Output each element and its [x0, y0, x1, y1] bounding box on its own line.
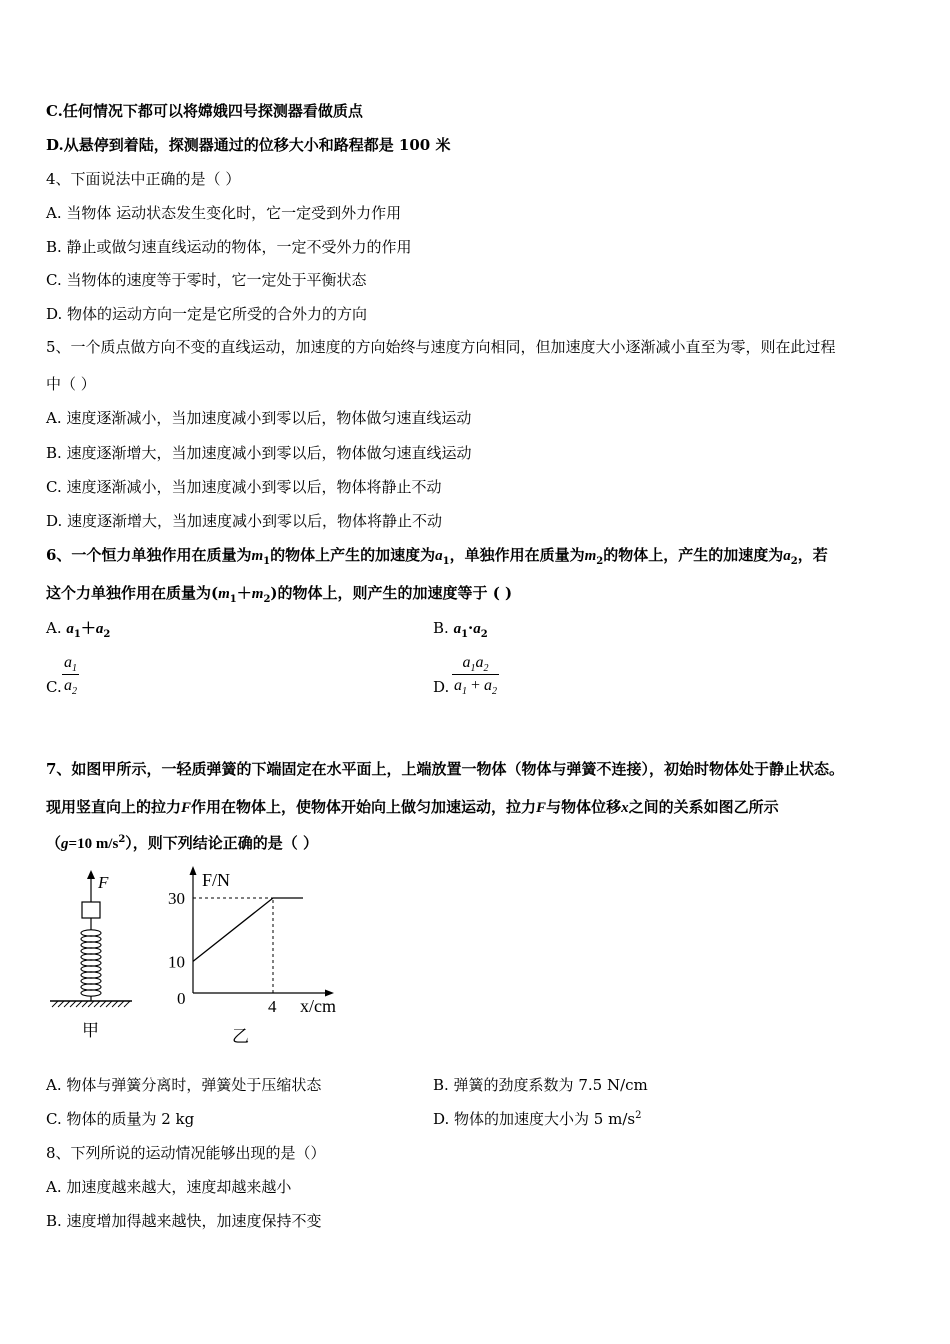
q6-stem-line2: 这个力单独作用在质量为$(m_1+m_2)$的物体上，则产生的加速度等于 ( ) [46, 584, 513, 605]
q4-stem: 4、下面说法中正确的是（ ） [46, 170, 241, 188]
q6-option-d-fraction: $\frac{a_1a_2}{a_1 + a_2}$ [454, 654, 498, 698]
q3-option-d: D.从悬停到着陆，探测器通过的位移大小和路程都是 100 米 [46, 136, 451, 154]
q6-option-c-fraction: $\frac{a_1}{a_2}$ [64, 654, 77, 698]
q8-stem: 8、下列所说的运动情况能够出现的是（） [46, 1144, 326, 1162]
ground-hatching [52, 1001, 130, 1007]
q7-option-a: A. 物体与弹簧分离时，弹簧处于压缩状态 [46, 1076, 322, 1094]
caption-yi: 乙 [232, 1027, 249, 1046]
q5-option-c: C. 速度逐渐减小，当加速度减小到零以后，物体将静止不动 [46, 478, 442, 496]
figure-yi-graph [160, 860, 350, 1050]
q5-stem-line1: 5、一个质点做方向不变的直线运动，加速度的方向始终与速度方向相同，但加速度大小逐渐减小直至为零，则在此过程 [46, 338, 836, 356]
q7-option-b: B. 弹簧的劲度系数为 7.5 N/cm [433, 1076, 648, 1094]
q6-option-b: B. $a_1\cdot a_2$ [433, 619, 488, 640]
q7-option-d: D. 物体的加速度大小为 5 $m/s^2$ [433, 1110, 642, 1128]
figure-jia-spring [40, 866, 150, 1046]
q4-option-d: D. 物体的运动方向一定是它所受的合外力的方向 [46, 305, 368, 323]
q5-option-b: B. 速度逐渐增大，当加速度减小到零以后，物体做匀速直线运动 [46, 444, 472, 462]
q3-option-c: C.任何情况下都可以将嫦娥四号探测器看做质点 [46, 102, 363, 120]
q6-option-d-label: D. [433, 678, 450, 696]
y-axis-label: F/N [202, 870, 231, 890]
q5-option-d: D. 速度逐渐增大，当加速度减小到零以后，物体将静止不动 [46, 512, 443, 530]
q6-stem-line1: 6、一个恒力单独作用在质量为$m_1$的物体上产生的加速度为$a_1$，单独作用在质量为$m_2$的物体上，产生的加速度为$a_2$，若 [46, 546, 828, 567]
q6-option-c-label: C. [46, 678, 62, 696]
x-tick-label-4: 4 [268, 997, 277, 1016]
y-axis-arrow [190, 866, 197, 875]
q7-stem-line3: （g=10 $m/s^2$），则下列结论正确的是（ ） [46, 834, 319, 852]
q8-option-a: A. 加速度越来越大，速度却越来越小 [46, 1178, 292, 1196]
q4-option-a: A. 当物体 运动状态发生变化时，它一定受到外力作用 [46, 204, 402, 222]
q7-stem-line1: 7、如图甲所示，一轻质弹簧的下端固定在水平面上，上端放置一物体（物体与弹簧不连接），初始时物体处于静止状态。 [46, 760, 844, 778]
q5-option-a: A. 速度逐渐减小，当加速度减小到零以后，物体做匀速直线运动 [46, 409, 472, 427]
q7-stem-line2: 现用竖直向上的拉力F作用在物体上，使物体开始向上做匀加速运动，拉力F与物体位移x之间的关系如图乙所示 [46, 798, 779, 816]
caption-jia: 甲 [82, 1021, 99, 1040]
block [82, 902, 100, 918]
force-label: F [98, 873, 109, 892]
q4-option-b: B. 静止或做匀速直线运动的物体，一定不受外力的作用 [46, 238, 412, 256]
force-arrow-head [87, 870, 95, 879]
series-line-F-vs-x [193, 898, 303, 961]
spring-coil [81, 930, 101, 996]
q5-stem-line2: 中（ ） [46, 375, 96, 393]
q6-option-a: A. $a_1+a_2$ [46, 619, 111, 640]
q4-option-c: C. 当物体的速度等于零时，它一定处于平衡状态 [46, 271, 367, 289]
q8-option-b: B. 速度增加得越来越快，加速度保持不变 [46, 1212, 322, 1230]
y-tick-label-30: 30 [168, 889, 185, 908]
x-axis-label: x/cm [300, 996, 336, 1016]
origin-label: 0 [177, 989, 186, 1008]
y-tick-label-10: 10 [168, 952, 185, 972]
q7-option-c: C. 物体的质量为 2 kg [46, 1110, 195, 1128]
